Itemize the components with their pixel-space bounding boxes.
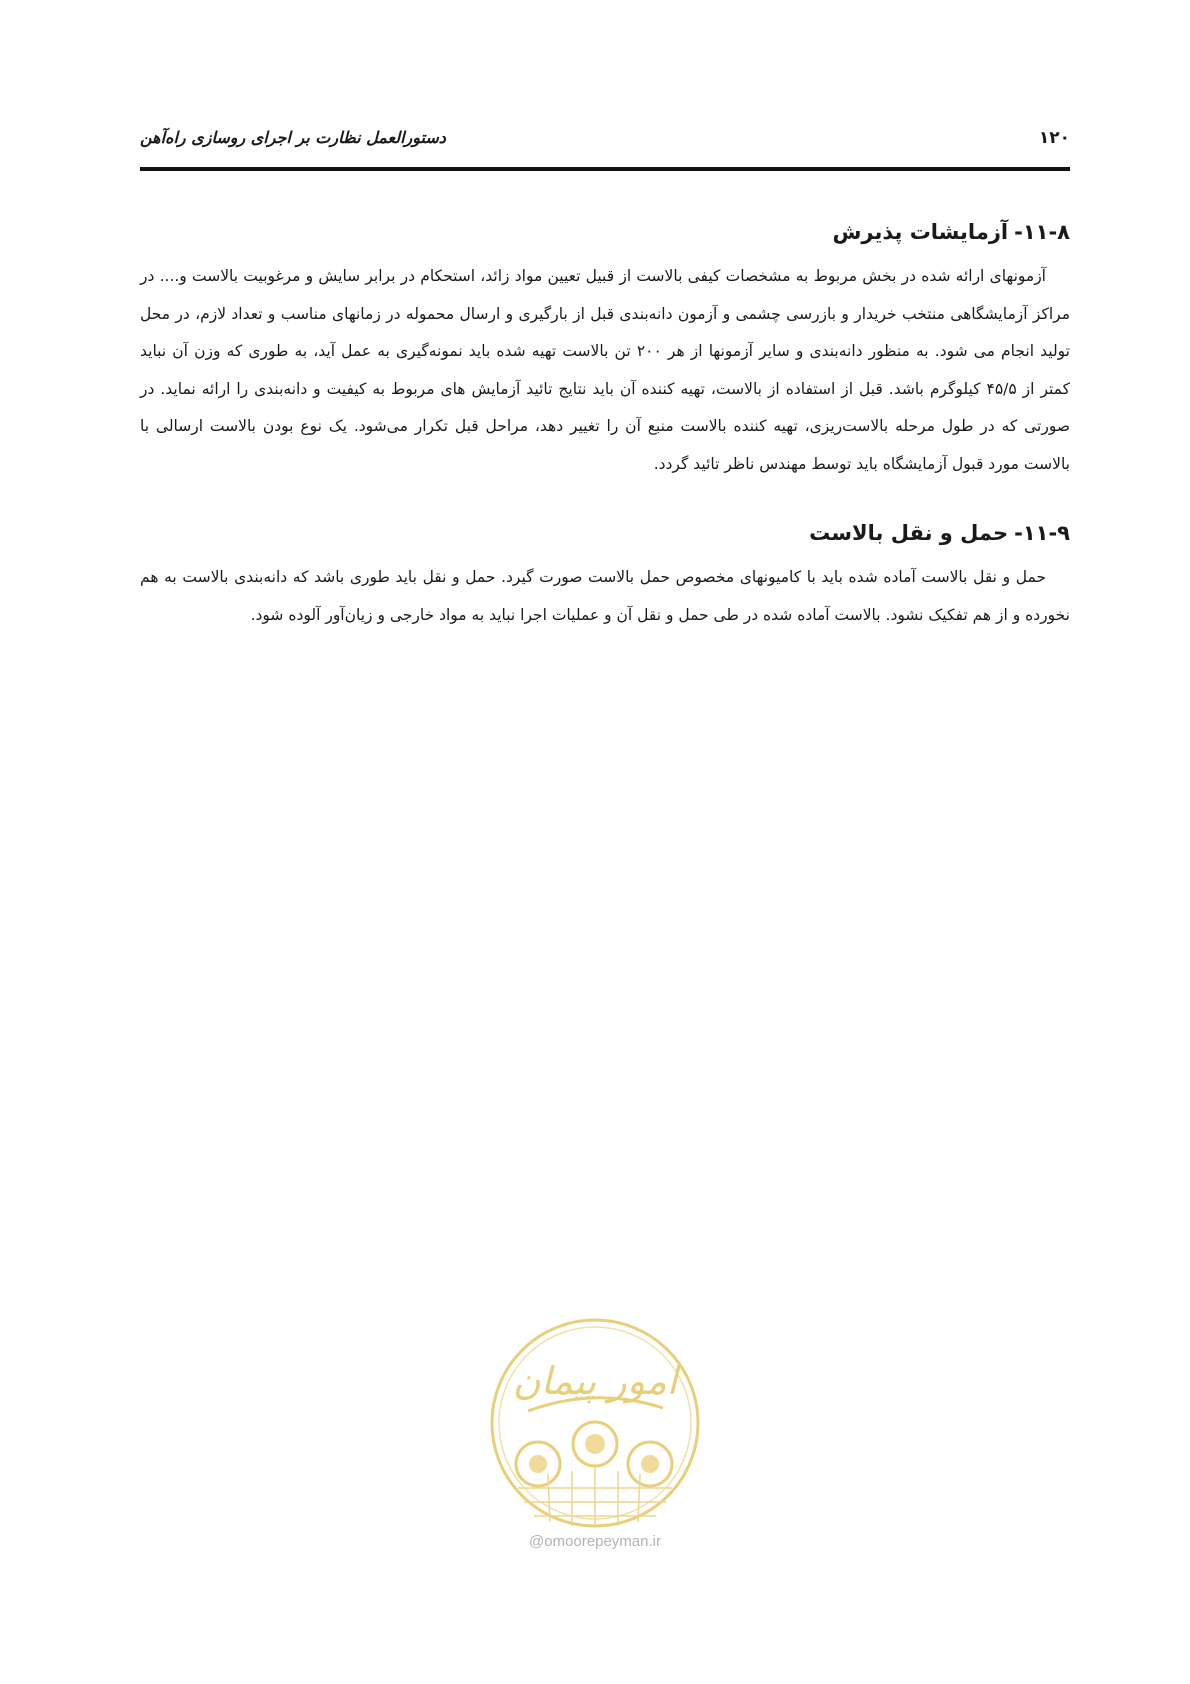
section-heading — [140, 212, 1070, 252]
section-ballast-transport — [140, 513, 1070, 634]
page-header — [140, 128, 1070, 158]
header-rule — [140, 167, 1070, 171]
section-number: ۱۱-۹- — [1014, 521, 1070, 545]
section-paragraph: حمل و نقل بالاست آماده شده باید با کامیونهای مخصوص حمل بالاست صورت گیرد. حمل و نقل باید طوری باشد که دانه‌بندی بالاست به هم نخورده و از هم تفکیک نشود. بالاست آماده شده در طی حمل و نقل آن و عملیات اجرا نباید به مواد خارجی و زیان‌آور آلوده شود. — [140, 568, 1070, 624]
section-acceptance-tests — [140, 212, 1070, 483]
watermark-url: @omoorepeyman.ir — [529, 1533, 661, 1550]
watermark-logo — [488, 1316, 702, 1530]
running-title: دستورالعمل نظارت بر اجرای روسازی راه‌آهن — [140, 128, 446, 147]
section-paragraph: آزمونهای ارائه شده در بخش مربوط به مشخصات کیفی بالاست از قبیل تعیین مواد زائد، استحکام در برابر سایش و مرغوبیت بالاست و.... در مراکز آزمایشگاهی منتخب خریدار و بازرسی چشمی و آزمون دانه‌بندی قبل از بارگیری و ارسال محموله در زمانهای مناسب و تعداد لازم، در محل تولید انجام می شود. به منظور دانه‌بندی و سایر آزمونها از هر ۲۰۰ تن بالاست تهیه شده باید نمونه‌گیری به عمل آید، به طوری که وزن آن نباید کمتر از ۴۵/۵ کیلوگرم باشد. قبل از استفاده از بالاست، تهیه کننده آن باید نتایج تائید آزمایش های مربوط به کیفیت و دانه‌بندی را ارائه نماید. در صورتی که در طول مرحله بالاست‌ریزی، تهیه کننده بالاست منبع آن را تغییر دهد، مراحل قبل تکرار می‌شود. یک نوع بودن بالاست ارسالی با بالاست مورد قبول آزمایشگاه باید توسط مهندس ناظر تائید گردد. — [140, 267, 1071, 473]
page-number: ۱۲۰ — [1038, 128, 1070, 148]
section-number: ۱۱-۸- — [1014, 220, 1070, 244]
section-title: حمل و نقل بالاست — [809, 521, 1009, 545]
section-title: آزمایشات پذیرش — [832, 220, 1009, 244]
watermark-logo-text: امور پیمان — [512, 1359, 678, 1403]
page-content — [140, 212, 1070, 634]
section-heading — [140, 513, 1070, 553]
